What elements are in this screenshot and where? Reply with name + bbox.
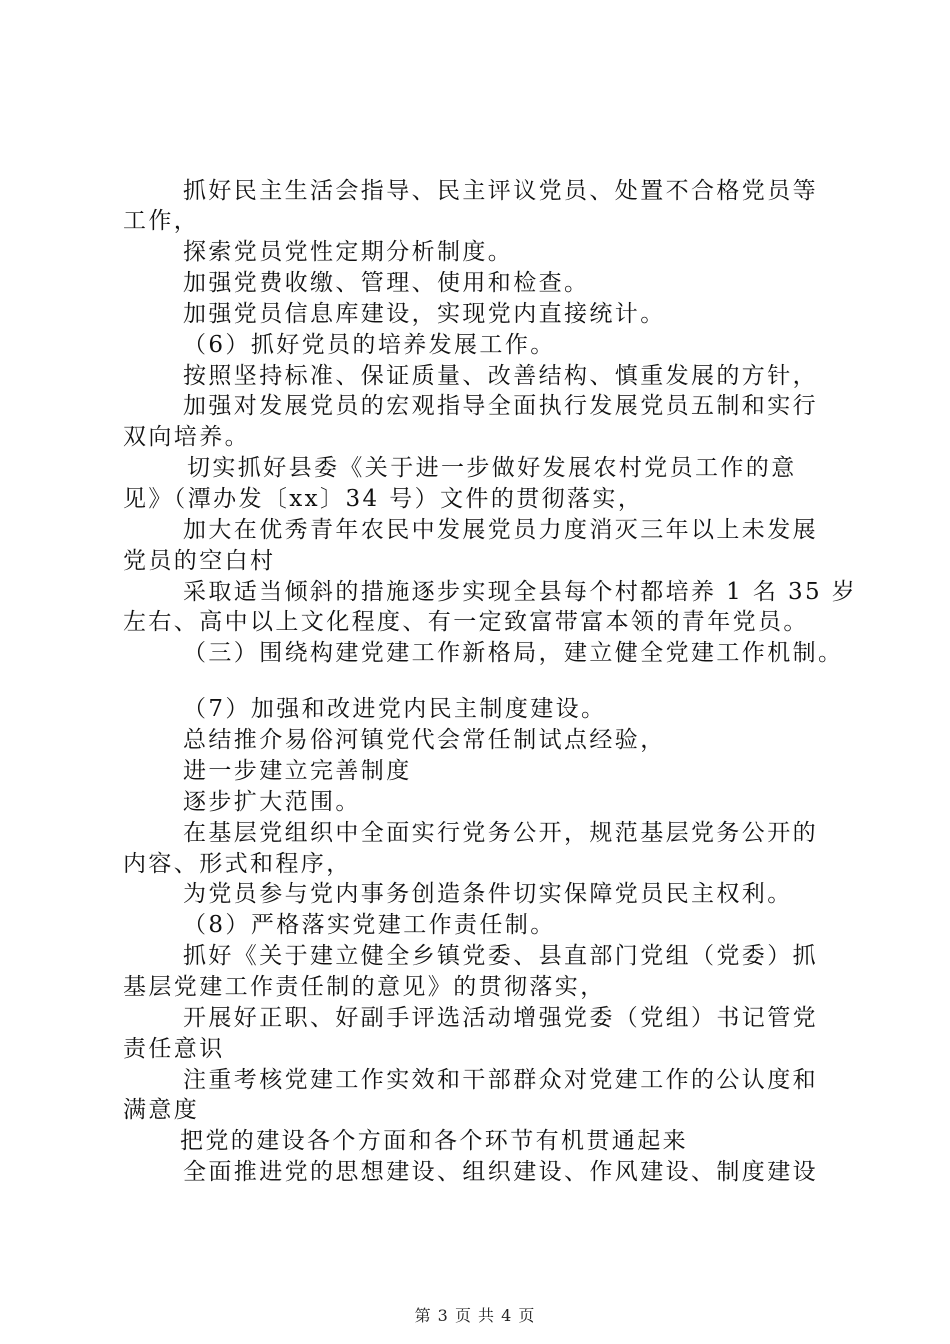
- page-number-footer: 第 3 页 共 4 页: [414, 1306, 536, 1325]
- paragraph-line: 加强对发展党员的宏观指导全面执行发展党员五制和实行: [183, 393, 818, 419]
- section-heading: （6）抓好党员的培养发展工作。: [183, 332, 556, 358]
- paragraph-line: 抓好《关于建立健全乡镇党委、县直部门党组（党委）抓: [183, 943, 818, 969]
- paragraph-line: 基层党建工作责任制的意见》的贯彻落实，: [123, 974, 606, 1000]
- paragraph-line: 切实抓好县委《关于进一步做好发展农村党员工作的意: [187, 455, 797, 481]
- paragraph-line: 为党员参与党内事务创造条件切实保障党员民主权利。: [183, 881, 793, 907]
- paragraph-line: 注重考核党建工作实效和干部群众对党建工作的公认度和: [183, 1067, 818, 1093]
- paragraph-line: 责任意识: [123, 1036, 225, 1062]
- section-heading: （三）围绕构建党建工作新格局，建立健全党建工作机制。: [183, 640, 844, 666]
- paragraph-line: 全面推进党的思想建设、组织建设、作风建设、制度建设: [183, 1159, 818, 1185]
- paragraph-line: 见》（潭办发〔xx〕34 号）文件的贯彻落实，: [123, 486, 644, 512]
- paragraph-line: 加强党费收缴、管理、使用和检查。: [183, 270, 590, 296]
- section-heading: （8）严格落实党建工作责任制。: [183, 912, 556, 938]
- paragraph-line: 内容、形式和程序，: [123, 851, 352, 877]
- section-heading: （7）加强和改进党内民主制度建设。: [183, 696, 607, 722]
- paragraph-line: 左右、高中以上文化程度、有一定致富带富本领的青年党员。: [123, 609, 809, 635]
- paragraph-line: 抓好民主生活会指导、民主评议党员、处置不合格党员等: [183, 178, 818, 204]
- paragraph-line: 工作，: [123, 208, 200, 234]
- paragraph-line: 加强党员信息库建设，实现党内直接统计。: [183, 301, 666, 327]
- paragraph-line: 满意度: [123, 1097, 200, 1123]
- paragraph-line: 逐步扩大范围。: [183, 789, 361, 815]
- paragraph-line: 按照坚持标准、保证质量、改善结构、慎重发展的方针，: [183, 363, 818, 389]
- paragraph-line: 总结推介易俗河镇党代会常任制试点经验，: [183, 727, 666, 753]
- paragraph-line: 采取适当倾斜的措施逐步实现全县每个村都培养 1 名 35 岁: [183, 579, 858, 605]
- paragraph-line: 党员的空白村: [123, 548, 276, 574]
- paragraph-line: 在基层党组织中全面实行党务公开，规范基层党务公开的: [183, 820, 818, 846]
- paragraph-line: 开展好正职、好副手评选活动增强党委（党组）书记管党: [183, 1005, 818, 1031]
- paragraph-line: 探索党员党性定期分析制度。: [183, 239, 514, 265]
- paragraph-line: 把党的建设各个方面和各个环节有机贯通起来: [180, 1128, 688, 1154]
- paragraph-line: 双向培养。: [123, 424, 250, 450]
- paragraph-line: 加大在优秀青年农民中发展党员力度消灭三年以上未发展: [183, 517, 818, 543]
- paragraph-line: 进一步建立完善制度: [183, 758, 412, 784]
